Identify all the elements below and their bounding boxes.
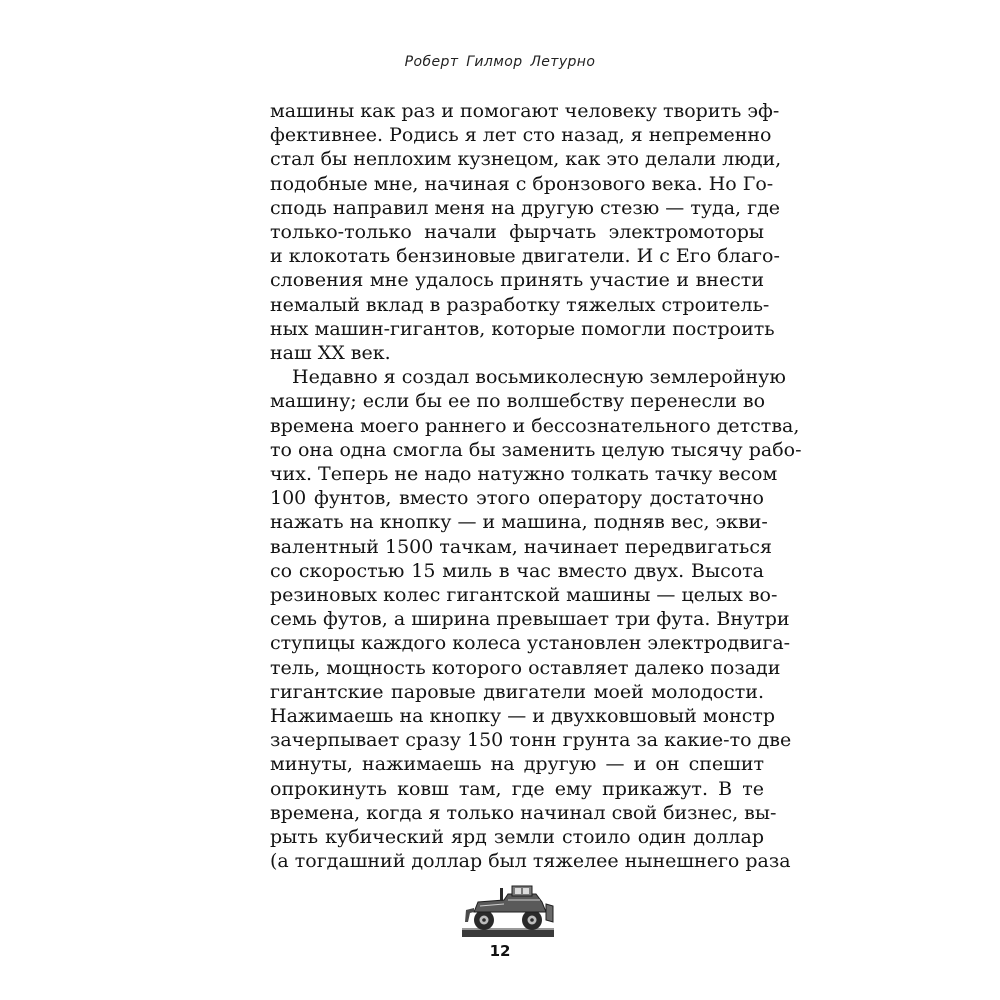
text-line: только-только начали фырчать электромоторы xyxy=(270,221,764,244)
paragraph-start-line: Недавно я создал восьмиколесную землеройную xyxy=(292,366,786,389)
text-line: сподь направил меня на другую стезю — туда, где xyxy=(270,196,781,219)
text-line: времена, когда я только начинал свой бизнес, вы- xyxy=(270,801,777,824)
text-line: и клокотать бензиновые двигатели. И с Его благо- xyxy=(270,245,780,268)
text-line: времена моего раннего и бессознательного детства, xyxy=(270,414,800,437)
text-line: машину; если бы ее по волшебству перенесли во xyxy=(270,390,766,413)
text-line: фективнее. Родись я лет сто назад, я непременно xyxy=(270,124,772,147)
paragraph-end-line: наш XX век. xyxy=(270,342,391,365)
text-line: гигантские паровые двигатели моей молодости. xyxy=(270,680,764,703)
running-header: Роберт Гилмор Летурно xyxy=(404,54,596,70)
page-number: 12 xyxy=(489,942,511,960)
text-line: Нажимаешь на кнопку — и двухковшовый монстр xyxy=(270,705,776,728)
text-line: нажать на кнопку — и машина, подняв вес, экви- xyxy=(270,511,768,534)
text-line: тель, мощность которого оставляет далеко позади xyxy=(270,656,781,679)
text-line: ных машин-гигантов, которые помогли построить xyxy=(270,317,775,340)
text-line: чих. Теперь не надо натужно толкать тачку весом xyxy=(270,463,778,486)
text-line: (а тогдашний доллар был тяжелее нынешнего раза xyxy=(270,850,791,873)
text-line: стал бы неплохим кузнецом, как это делали люди, xyxy=(270,148,782,171)
text-line: словения мне удалось принять участие и внести xyxy=(270,269,764,292)
text-line: зачерпывает сразу 150 тонн грунта за какие-то две xyxy=(270,729,792,752)
text-line: семь футов, а ширина превышает три фута. Внутри xyxy=(270,608,790,631)
text-line: ступицы каждого колеса установлен электродвига- xyxy=(270,632,791,655)
text-line: немалый вклад в разработку тяжелых строитель- xyxy=(270,293,770,316)
text-line: то она одна смогла бы заменить целую тысячу рабо- xyxy=(270,438,802,461)
earthmover-icon xyxy=(462,882,554,938)
text-line: подобные мне, начиная с бронзового века. Но Го- xyxy=(270,172,774,195)
body-text xyxy=(270,99,802,874)
text-line: опрокинуть ковш там, где ему прикажут. В те xyxy=(270,777,764,800)
text-line: рыть кубический ярд земли стоило один доллар xyxy=(270,826,764,849)
text-line: со скоростью 15 миль в час вместо двух. Высота xyxy=(270,559,764,582)
text-line: валентный 1500 тачкам, начинает передвигаться xyxy=(270,535,772,558)
text-line: 100 фунтов, вместо этого оператору достаточно xyxy=(270,487,764,510)
text-line: резиновых колес гигантской машины — целых во- xyxy=(270,584,778,607)
text-line: минуты, нажимаешь на другую — и он спешит xyxy=(270,753,764,776)
text-line: машины как раз и помогают человеку творить эф- xyxy=(270,100,780,122)
